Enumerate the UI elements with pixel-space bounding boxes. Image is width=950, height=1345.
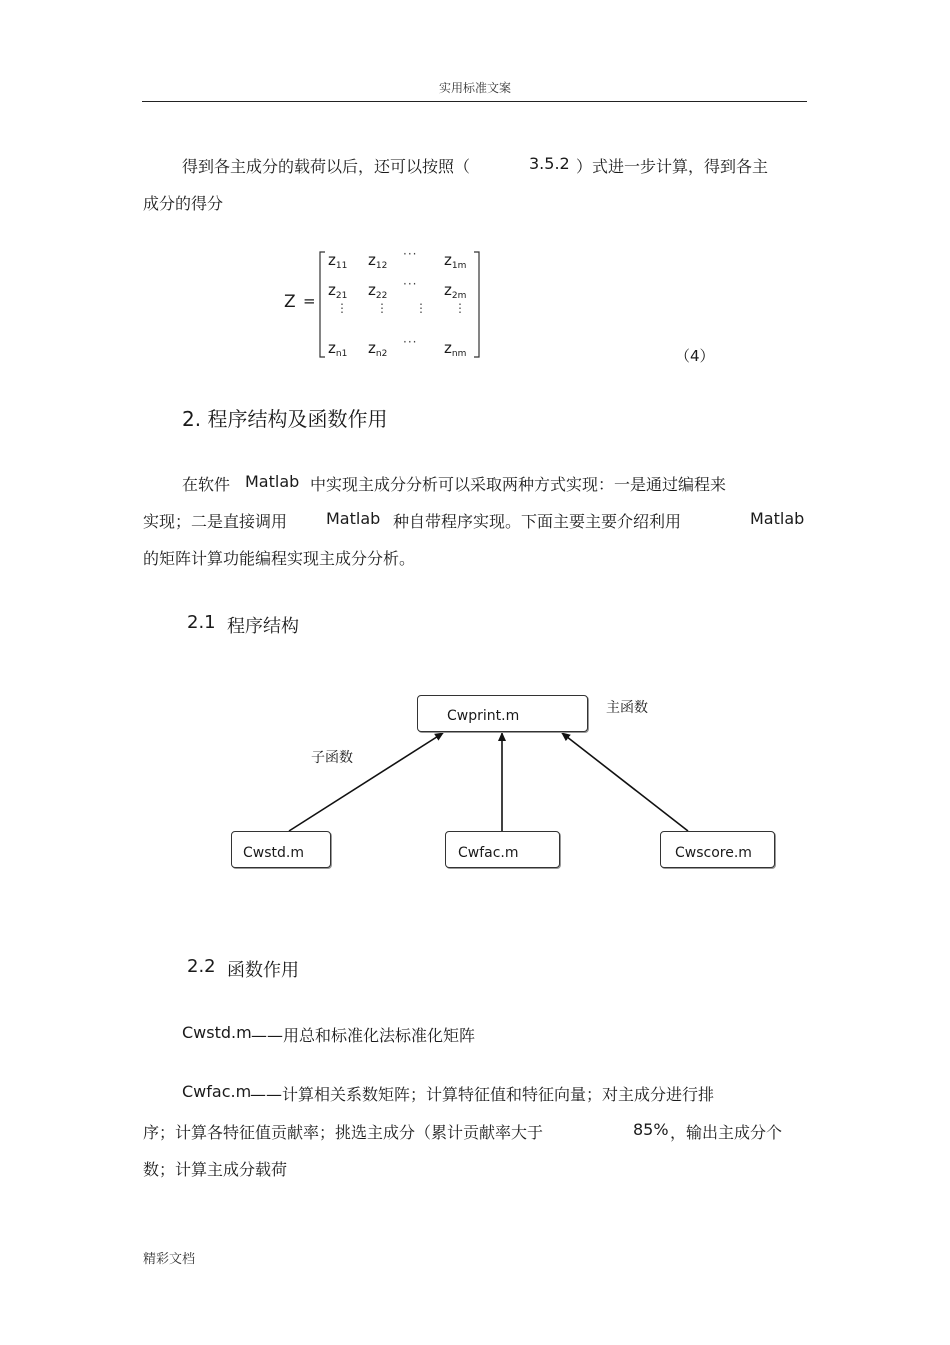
sub-function-box-label: Cwstd.m: [243, 845, 304, 861]
matrix-entry-z2m: $z_{2m}$: [444, 281, 467, 301]
sub-function-box-cwscore: [660, 831, 775, 868]
matrix-entry-z1m: $z_{1m}$: [444, 251, 467, 271]
equation-equals: =: [303, 292, 316, 310]
function-cwfac-name: Cwfac.m: [182, 1082, 252, 1101]
intro-line1-ref: 3.5.2: [529, 154, 570, 173]
matrix-hdots: ···: [403, 335, 418, 349]
section-2-p1-b: 中实现主成分分析可以采取两种方式实现：一是通过编程来: [310, 475, 727, 494]
section-2-p1-matlab: Matlab: [245, 472, 300, 491]
section-2-p2-matlab2: Matlab: [750, 509, 805, 528]
sub-function-box-cwstd: [231, 831, 331, 868]
matrix-entry-z12: $z_{12}$: [368, 251, 388, 271]
section-22-num: 2.2: [187, 956, 216, 977]
intro-line2: 成分的得分: [143, 194, 224, 213]
intro-line1-a: 得到各主成分的载荷以后，还可以按照（: [182, 157, 471, 176]
function-cwstd-name: Cwstd.m: [182, 1023, 252, 1042]
sub-function-label: 子函数: [311, 750, 353, 766]
section-2-p2-a: 实现；二是直接调用: [143, 512, 288, 531]
matrix-vdots: ⋮: [376, 301, 388, 315]
matrix-vdots: ⋮: [454, 301, 466, 315]
matrix-entry-z11: $z_{11}$: [328, 251, 348, 271]
matrix-vdots: ⋮: [415, 301, 427, 315]
section-2-p1-a: 在软件: [182, 475, 231, 494]
section-2-p3: 的矩阵计算功能编程实现主成分分析。: [143, 549, 416, 568]
section-2-title: 2. 程序结构及函数作用: [182, 407, 388, 431]
equation-lhs: Z: [284, 292, 296, 312]
main-function-label: 主函数: [606, 700, 648, 716]
function-cwfac-line2-b: ，输出主成分个: [670, 1123, 783, 1142]
section-2-p2-b: 种自带程序实现。下面主要主要介绍利用: [393, 512, 682, 531]
matrix-entry-z21: $z_{21}$: [328, 281, 348, 301]
sub-function-box-label: Cwscore.m: [675, 845, 752, 861]
function-cwfac-line2-a: 序；计算各特征值贡献率；挑选主成分（累计贡献率大于: [143, 1123, 544, 1142]
main-function-box: [417, 695, 588, 732]
matrix-hdots: ···: [403, 247, 418, 261]
page-header: 实用标准文案: [438, 81, 511, 95]
main-function-box-label: Cwprint.m: [447, 708, 520, 724]
intro-line1-b: ）式进一步计算，得到各主: [576, 157, 769, 176]
function-cwfac-desc: ——计算相关系数矩阵；计算特征值和特征向量；对主成分进行排: [250, 1085, 715, 1104]
section-21-title: 程序结构: [227, 616, 299, 637]
function-cwfac-line2-pct: 85%: [633, 1120, 669, 1139]
matrix-entry-znm: $z_{nm}$: [444, 339, 467, 359]
sub-function-box-label: Cwfac.m: [458, 845, 519, 861]
equation-number: （4）: [675, 347, 715, 365]
function-cwstd-desc: ——用总和标准化法标准化矩阵: [251, 1026, 476, 1045]
matrix-entry-zn1: $z_{n1}$: [328, 339, 348, 359]
page-footer: 精彩文档: [143, 1252, 196, 1267]
matrix-vdots: ⋮: [336, 301, 348, 315]
matrix-entry-zn2: $z_{n2}$: [368, 339, 388, 359]
matrix-hdots: ···: [403, 277, 418, 291]
section-22-title: 函数作用: [227, 960, 299, 981]
matrix-entry-z22: $z_{22}$: [368, 281, 388, 301]
section-2-p2-matlab: Matlab: [326, 509, 381, 528]
function-cwfac-line3: 数；计算主成分载荷: [143, 1160, 288, 1179]
section-21-num: 2.1: [187, 612, 216, 633]
sub-function-box-cwfac: [445, 831, 560, 868]
